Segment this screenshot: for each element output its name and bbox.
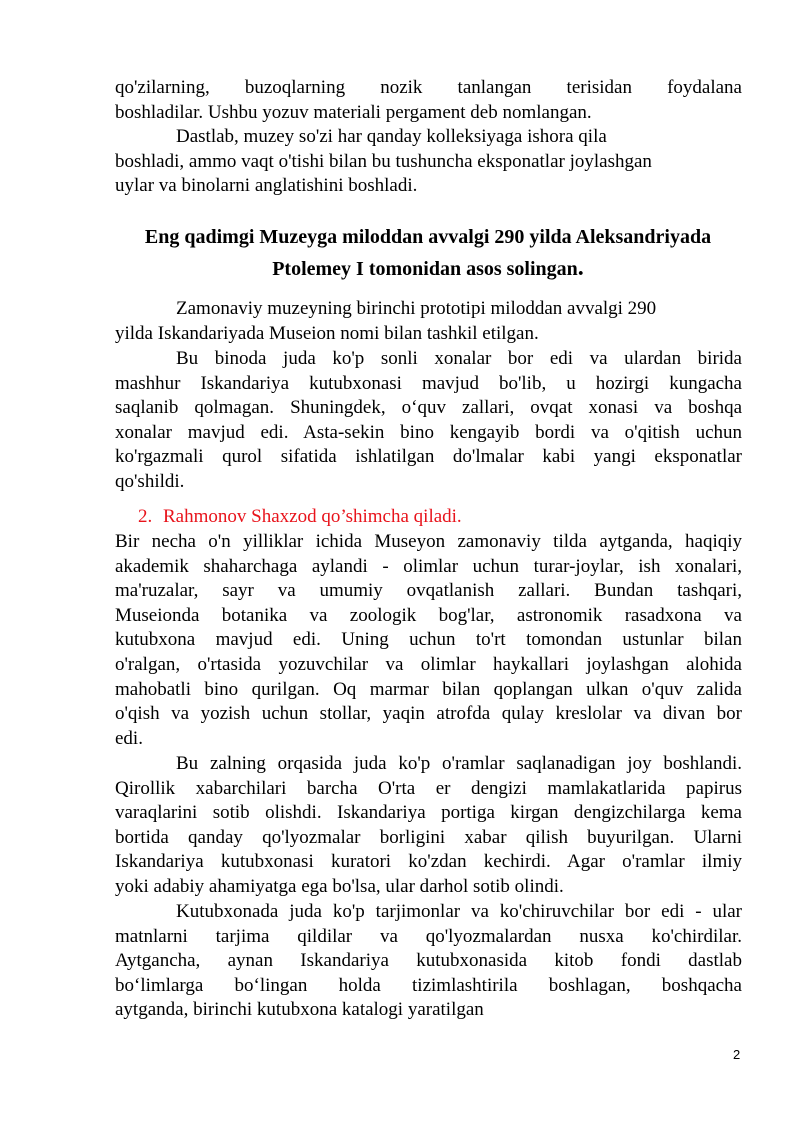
text-line: Bu binoda juda ko'p sonli xonalar bor edi va ulardan birida bbox=[176, 348, 742, 369]
text-line: kutubxona mavjud edi. Uning uchun to'rt tomondan ustunlar bilan bbox=[115, 629, 742, 651]
text-line: yoki adabiy ahamiyatga ega bo'lsa, ular darhol sotib olindi. bbox=[115, 875, 564, 897]
text-line: Bir necha o'n yilliklar ichida Museyon zamonaviy tilda aytganda, haqiqiy bbox=[115, 531, 742, 552]
text-line: Kutubxonada juda ko'p tarjimonlar va ko'chiruvchilar bor edi - ular bbox=[176, 901, 742, 922]
heading-period: . bbox=[577, 255, 584, 281]
heading-line-2 bbox=[100, 253, 756, 285]
text-line: Bu zalning orqasida juda ko'p o'ramlar saqlanadigan joy boshlandi. bbox=[176, 753, 742, 774]
page-number: 2 bbox=[733, 1047, 741, 1062]
paragraph-5 bbox=[115, 530, 742, 751]
text-line: xonalar mavjud edi. Asta-sekin bino kengayib bordi va o'qitish uchun bbox=[115, 421, 742, 443]
text-line: Qirollik xabarchilari barcha O'rta er dengizi mamlakatlarida papirus bbox=[115, 777, 742, 799]
heading-line-2-text: Ptolemey I tomonidan asos solingan bbox=[272, 258, 578, 280]
text-line: qo'zilarning, buzoqlarning nozik tanlangan terisidan foydalana bbox=[115, 77, 742, 98]
text-line: ma'ruzalar, sayr va umumiy ovqatlanish zallari. Bundan tashqari, bbox=[115, 580, 742, 602]
text-line: Dastlab, muzey so'zi har qanday kolleksiyaga ishora qila bbox=[176, 126, 607, 147]
text-line: o'ralgan, o'rtasida yozuvchilar va olimlar haykallari joylashgan alohida bbox=[115, 653, 742, 675]
section-heading bbox=[100, 222, 756, 285]
text-line: Museionda botanika va zoologik bog'lar, astronomik rasadxona va bbox=[115, 604, 742, 626]
paragraph-2 bbox=[115, 125, 742, 199]
text-line: o'qish va yozish uchun stollar, yaqin atrofda qulay kreslolar va divan bor bbox=[115, 703, 742, 725]
text-line: uylar va binolarni anglatishini boshladi. bbox=[115, 175, 418, 197]
text-line: Zamonaviy muzeyning birinchi prototipi miloddan avvalgi 290 bbox=[176, 298, 657, 319]
text-line: boshladi, ammo vaqt o'tishi bilan bu tushuncha eksponatlar joylashgan bbox=[115, 150, 652, 172]
text-line: Iskandariya kutubxonasi kuratori ko'zdan kechirdi. Agar o'ramlar ilmiy bbox=[115, 851, 742, 873]
text-line: matnlarni tarjima qildilar va qo'lyozmalardan nusxa ko'chirdilar. bbox=[115, 925, 742, 947]
text-line: akademik shaharchaga aylandi - olimlar uchun turar-joylar, ish xonalari, bbox=[115, 555, 742, 577]
text-line: Aytgancha, aynan Iskandariya kutubxonasida kitob fondi dastlab bbox=[115, 950, 742, 972]
text-line: ko'rgazmali qurol sifatida ishlatilgan do'lmalar kabi yangi eksponatlar bbox=[115, 446, 742, 468]
heading-line-1: Eng qadimgi Muzeyga miloddan avvalgi 290 yilda Aleksandriyada bbox=[144, 226, 712, 248]
text-line: mahobatli bino qurilgan. Oq marmar bilan qoplangan ulkan o'quv zalida bbox=[115, 678, 742, 700]
paragraph-4 bbox=[115, 347, 742, 495]
text-line: edi. bbox=[115, 727, 143, 749]
paragraph-3 bbox=[115, 297, 742, 346]
text-line: boshladilar. Ushbu yozuv materiali pergament deb nomlangan. bbox=[115, 101, 592, 123]
list-item bbox=[138, 505, 738, 530]
paragraph-6 bbox=[115, 752, 742, 900]
text-line: mashhur Iskandariya kutubxonasi mavjud bo'lib, u hozirgi kungacha bbox=[115, 372, 742, 394]
text-line: yilda Iskandariyada Museion nomi bilan tashkil etilgan. bbox=[115, 322, 539, 344]
text-line: bo‘limlarga bo‘lingan holda tizimlashtirila boshlagan, boshqacha bbox=[115, 974, 742, 996]
paragraph-7 bbox=[115, 900, 742, 1023]
list-item-number: 2. bbox=[138, 506, 153, 527]
paragraph-1 bbox=[115, 76, 742, 125]
text-line: qo'shildi. bbox=[115, 470, 185, 492]
text-line: varaqlarini sotib olishdi. Iskandariya portiga kirgan dengizchilarga kema bbox=[115, 802, 742, 824]
text-line: bortida qanday qo'lyozmalar borligini xabar qilish buyurilgan. Ularni bbox=[115, 826, 742, 848]
text-line: saqlanib qolmagan. Shuningdek, o‘quv zallari, ovqat xonasi va boshqa bbox=[115, 397, 742, 419]
list-item-text: Rahmonov Shaxzod qo’shimcha qiladi. bbox=[163, 506, 462, 527]
text-line: aytganda, birinchi kutubxona katalogi yaratilgan bbox=[115, 999, 484, 1021]
